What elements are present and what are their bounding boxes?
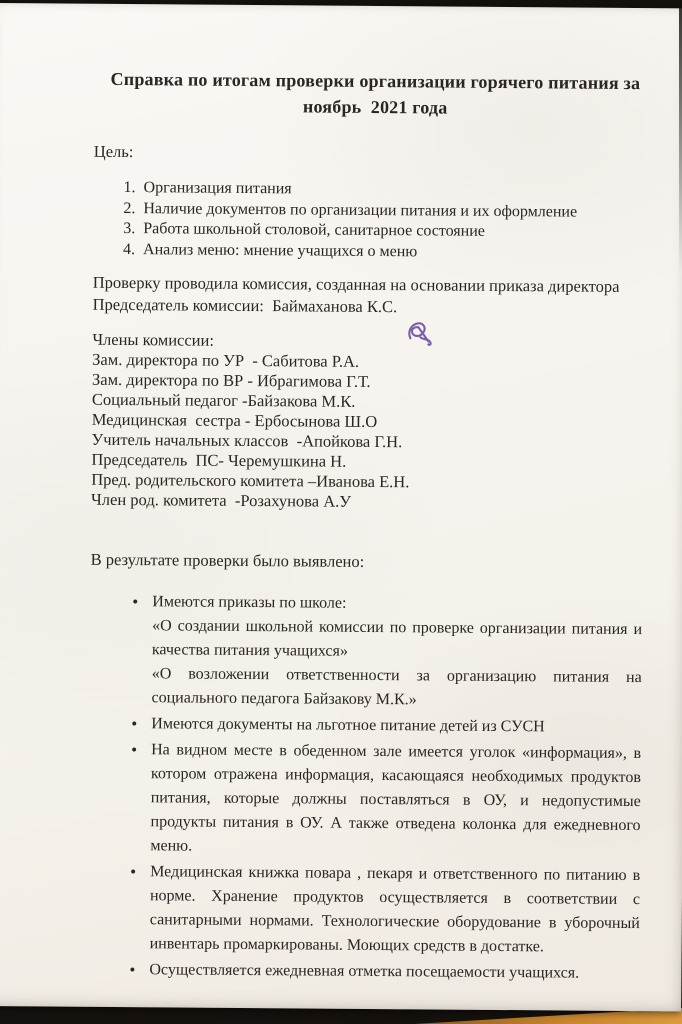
results-label: В результате проверки было выявлено: [90, 549, 365, 571]
finding-item [128, 860, 641, 960]
purpose-item [123, 240, 645, 265]
intro-line-1: Проверку проводила комиссия, созданная на основании приказа директора [92, 272, 620, 296]
purpose-list [93, 178, 646, 264]
finding-line: • Медицинская книжка повара , пекаря и ответственного по питанию в норме. Хранение продуктов осуществляется в соответствии с санитарными нормами. Технологические оборудование в уборочный инвентарь промаркированы. Моющих средств в достатке. [149, 863, 641, 956]
commission-member: Социальный педагог -Байзакова М.К. [91, 389, 356, 411]
intro-line-2: Председатель комиссии: Баймаханова К.С. [92, 294, 398, 317]
purpose-item-text: Организация питания [143, 179, 292, 198]
finding-line: • Имеются документы на льготное питание детей из СУСН [151, 715, 545, 736]
intro-paragraph [93, 272, 645, 320]
commission-member: Пред. родительского комитета –Иванова Е.Н. [91, 469, 410, 492]
commission-block [91, 330, 644, 514]
finding-line: «О возложении ответственности за организацию питания на социального педагога Байзакову М.К.» [151, 665, 642, 709]
handwritten-signature-mark [397, 314, 441, 360]
finding-item [129, 590, 642, 714]
commission-member: Член род. комитета -Розахунова А.У [91, 489, 352, 511]
commission-member: Зам. директора по УР - Сабитова Р.А. [92, 349, 360, 371]
purpose-item-text: Анализ меню: мнение учащихся о меню [143, 240, 418, 260]
paper-sheet [0, 3, 682, 1011]
title-line-2: ноябрь 2021 года [302, 96, 448, 118]
finding-line: • На видном месте в обеденном зале имеется уголок «информация», в котором отражена информация, касающаяся необходимых продуктов питания, которые должны поставляться в ОУ, и недопустимые продукты питания в ОУ. А также отведена колонка для ежедневного меню. [150, 741, 642, 855]
commission-member: Зам. директора по ВР - Ибрагимова Г.Т. [91, 369, 371, 391]
commission-member: Председатель ПС- Черемушкина Н. [91, 449, 347, 471]
document-content [87, 4, 647, 988]
title-line-1: Справка по итогам проверки организации горячего питания за [110, 68, 641, 94]
finding-item [129, 712, 641, 740]
commission-member: Учитель начальных классов -Апойкова Г.Н. [91, 429, 403, 452]
document-title [88, 66, 662, 123]
purpose-item-text: Наличие документов по организации питания и их оформление [143, 199, 578, 221]
finding-item [128, 738, 641, 862]
finding-line: • Имеются приказы по школе: [152, 593, 347, 612]
pen-signature-icon [397, 347, 441, 364]
findings-list [87, 590, 642, 986]
commission-member: Медицинская сестра - Ербосынова Ш.О [91, 409, 378, 432]
finding-item [127, 958, 639, 986]
finding-line: • Осуществляется ежедневная отметка посещаемости учащихся. [149, 961, 580, 982]
finding-line: «О создании школьной комиссии по проверке организации питания и качества питания учащихся» [151, 617, 643, 660]
commission-label: Члены комиссии: [92, 329, 215, 350]
purpose-label: Цель: [93, 141, 134, 162]
purpose-item-text: Работа школьной столовой, санитарное состояние [143, 220, 485, 240]
